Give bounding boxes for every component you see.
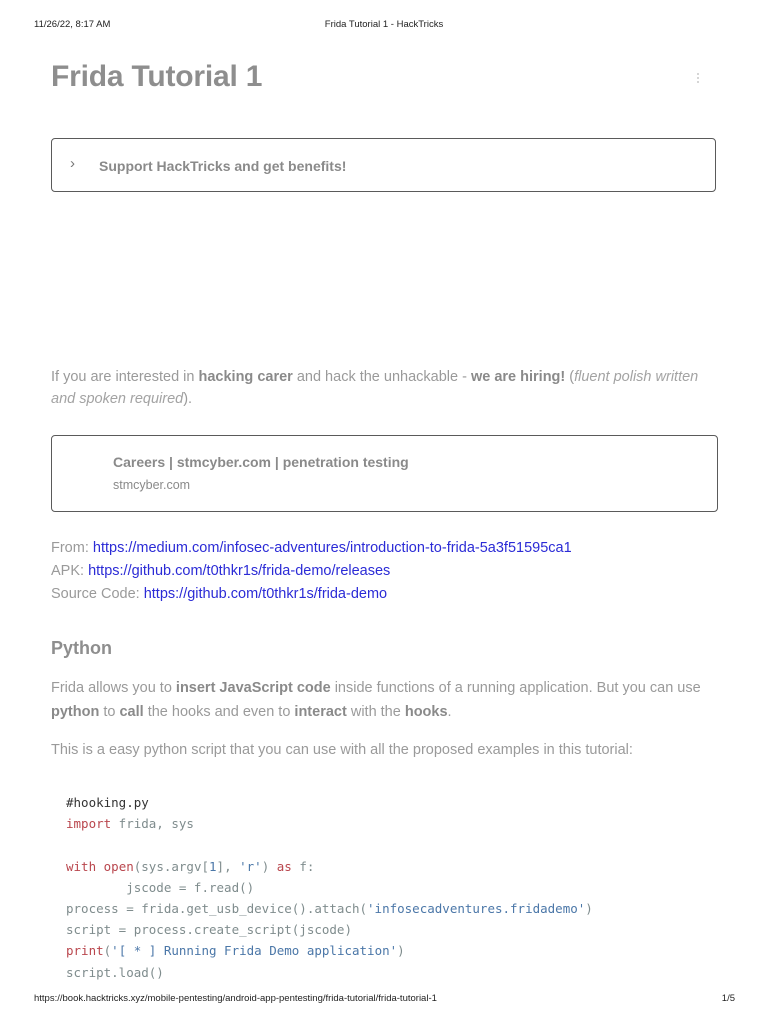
text: to — [99, 704, 120, 720]
code-text: ) — [585, 901, 593, 917]
code-string: '[ * ] Running Frida Demo application' — [111, 943, 398, 959]
support-label: Support HackTricks and get benefits! — [99, 158, 347, 174]
text: Frida allows you to — [51, 680, 176, 696]
bold-text: python — [51, 704, 100, 720]
code-text: ) — [397, 943, 405, 959]
python-code-block[interactable] — [66, 792, 593, 983]
page-title: Frida Tutorial 1 — [51, 60, 263, 93]
code-text: script = process.create_script(jscode) — [66, 922, 352, 938]
hiring-bold-hacking-carer: hacking carer — [198, 369, 293, 385]
link-row-from — [51, 537, 572, 560]
text: inside functions of a running application. But you can use — [330, 680, 701, 696]
code-string: 'infosecadventures.fridademo' — [367, 901, 586, 917]
hiring-text: ). — [183, 391, 193, 407]
link-row-apk — [51, 560, 572, 583]
print-doc-title: Frida Tutorial 1 - HackTricks — [324, 19, 444, 30]
careers-card-domain: stmcyber.com — [113, 478, 191, 492]
hiring-bold-we-are-hiring: we are hiring! — [470, 369, 566, 385]
code-text: ], — [216, 858, 240, 874]
source-links — [51, 537, 572, 606]
bold-text: insert JavaScript code — [175, 680, 331, 696]
code-text: ) — [261, 858, 277, 874]
apk-releases-link[interactable]: https://github.com/t0thkr1s/frida-demo/releases — [88, 563, 391, 579]
code-text: frida, sys — [111, 816, 194, 832]
careers-card-title: Careers | stmcyber.com | penetration testing — [113, 454, 409, 470]
text: . — [447, 704, 452, 720]
text: with the — [346, 704, 405, 720]
section-title-python: Python — [51, 638, 112, 658]
more-options-icon[interactable] — [695, 73, 701, 85]
code-comment: #hooking.py — [66, 795, 149, 810]
code-number: 1 — [209, 858, 217, 874]
code-text: f: — [291, 858, 315, 874]
support-hacktricks-expander[interactable] — [51, 138, 716, 192]
code-keyword: as — [276, 858, 292, 874]
bold-text: hooks — [404, 704, 448, 720]
python-intro-paragraph — [51, 676, 731, 724]
code-text: ( — [103, 943, 112, 959]
hiring-italic-requirement: fluent polish written and spoken required — [51, 369, 699, 407]
text: the hooks and even to — [143, 704, 295, 720]
code-text: jscode = f.read() — [66, 879, 255, 895]
bold-text: call — [119, 704, 144, 720]
bold-text: interact — [294, 704, 347, 720]
careers-link-card[interactable] — [51, 435, 718, 512]
hiring-text: If you are interested in — [51, 369, 199, 385]
link-label: Source Code: — [51, 586, 144, 602]
hiring-text: ( — [565, 369, 575, 385]
hiring-text: and hack the unhackable - — [292, 369, 471, 385]
code-keyword: with — [66, 858, 97, 874]
code-builtin: print — [66, 943, 104, 959]
python-script-intro: This is a easy python script that you can use with all the proposed examples in this tutorial: — [51, 742, 633, 758]
chevron-right-icon: › — [70, 155, 75, 172]
code-text: process = frida.get_usb_device().attach( — [66, 901, 368, 917]
link-label: APK: — [51, 563, 89, 579]
code-text: (sys.argv[ — [133, 858, 210, 874]
code-string: 'r' — [239, 858, 262, 874]
code-builtin: open — [103, 858, 134, 874]
hiring-paragraph — [51, 366, 721, 410]
print-url: https://book.hacktricks.xyz/mobile-pentesting/android-app-pentesting/frida-tutorial/frida-tutorial-1 — [34, 993, 437, 1004]
print-datetime: 11/26/22, 8:17 AM — [34, 19, 111, 30]
code-text: script.load() — [66, 964, 164, 980]
link-row-source — [51, 583, 572, 606]
code-keyword: import — [66, 816, 112, 832]
print-page-number: 1/5 — [721, 993, 735, 1004]
source-code-link[interactable]: https://github.com/t0thkr1s/frida-demo — [143, 586, 388, 602]
medium-article-link[interactable]: https://medium.com/infosec-adventures/introduction-to-frida-5a3f51595ca1 — [92, 540, 572, 556]
link-label: From: — [51, 540, 93, 556]
